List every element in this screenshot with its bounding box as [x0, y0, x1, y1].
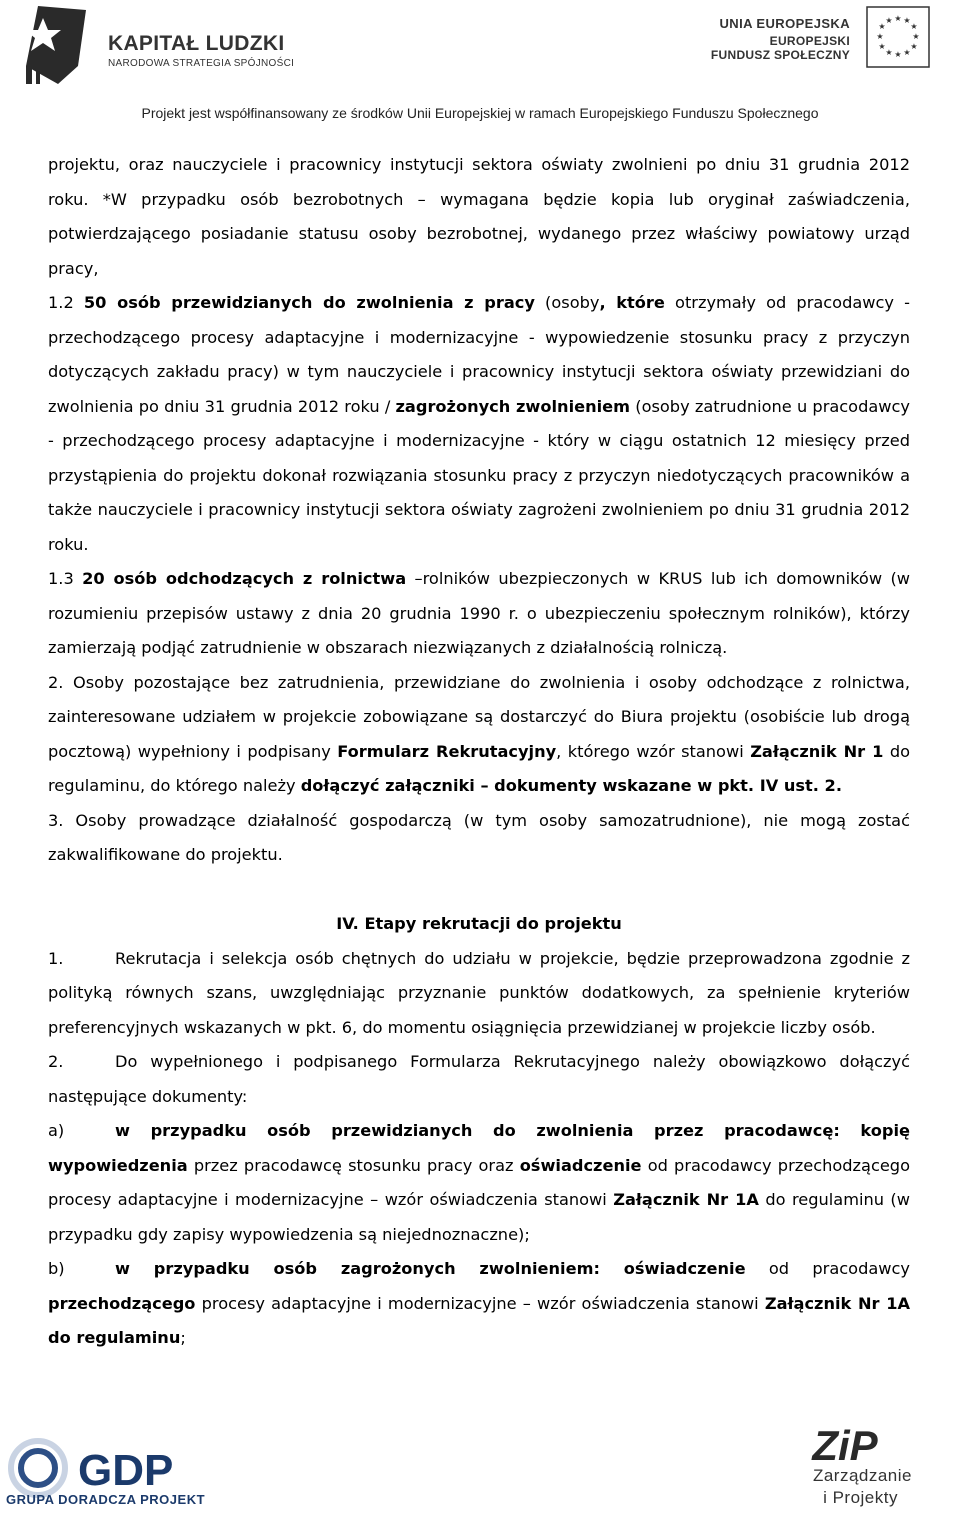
s12-bold-2: , które — [599, 293, 665, 312]
svg-text:★: ★ — [894, 14, 902, 23]
ia-bold-1: w przypadku osób przewidzianych do zwolnienia przez pracodawcę: kopię wypowiedzenia — [48, 1121, 910, 1175]
section-3: 3. Osoby prowadzące działalność gospodarczą (w tym osoby samozatrudnione), nie mogą zostać zakwalifikowane do projektu. — [48, 810, 910, 864]
section-2 — [48, 666, 910, 804]
svg-text:★: ★ — [878, 22, 886, 31]
section-iv-1 — [48, 942, 910, 1046]
svg-text:★: ★ — [912, 32, 920, 41]
eu-line1: UNIA EUROPEJSKA — [719, 16, 850, 31]
s2-text-3: do regulaminu, do którego należy — [48, 741, 911, 795]
s12-number: 1.2 — [48, 293, 84, 312]
ib-text-1: od pracodawcy — [745, 1259, 910, 1278]
item-b — [48, 1252, 910, 1356]
s13-text-1: –rolników ubezpieczonych w KRUS lub ich domowników (w rozumieniu przepisów ustawy z dnia 20 grudnia 1990 r. o ubezpieczeniu społecznym rolników), którzy zamierzają podjąć zatrudnienie w obszarach niezwiązanych z działalnością rolniczą. — [48, 569, 911, 657]
ia-bold-3: Załącznik Nr 1A — [613, 1190, 759, 1209]
s12-text-3: (osoby zatrudnione u pracodawcy - przechodzącego procesy adaptacyjne i modernizacyjne - który w ciągu ostatnich 12 miesięcy przed przystąpienia do projektu dokonał rozwiązania stosunku pracy z przyczyn niedotyczących pracowników a także nauczyciele i pracownicy instytucji sektora oświaty zagrożeni zwolnieniem po dniu 31 grudnia 2012 roku. — [48, 396, 910, 554]
kapital-ludzki-subtitle: NARODOWA STRATEGIA SPÓJNOŚCI — [108, 58, 295, 69]
section-1-3 — [48, 562, 910, 666]
ib-text-2: procesy adaptacyjne i modernizacyjne – wzór oświadczenia stanowi — [195, 1293, 765, 1313]
s2-bold-2: Załącznik Nr 1 — [750, 741, 884, 761]
cofinancing-note: Projekt jest współfinansowany ze środków Unii Europejskiej w ramach Europejskiego Funduszu Społecznego — [141, 105, 819, 121]
section-heading: IV. Etapy rekrutacji do projektu — [336, 914, 622, 933]
svg-text:★: ★ — [878, 42, 886, 51]
ia-bold-2: oświadczenie — [519, 1155, 642, 1175]
document-body — [48, 148, 910, 1356]
iv2-label: 2. — [48, 1052, 64, 1071]
ib-bold-2: przechodzącego — [48, 1293, 196, 1313]
s2-bold-3: dołączyć załączniki – dokumenty wskazane w pkt. IV ust. 2. — [300, 776, 842, 795]
gdp-caption: GRUPA DORADCZA PROJEKT — [6, 1492, 206, 1507]
eu-line3: FUNDUSZ SPOŁECZNY — [710, 48, 850, 62]
kapital-ludzki-emblem-icon — [18, 6, 88, 86]
s12-text-1: (osoby — [534, 293, 600, 312]
iv1-label: 1. — [48, 948, 64, 968]
s12-bold-3: zagrożonych zwolnieniem — [395, 396, 631, 416]
item-a — [48, 1114, 910, 1252]
paragraph-intro: projektu, oraz nauczyciele i pracownicy instytucji sektora oświaty zwolnieni po dniu 31 grudnia 2012 roku. *W przypadku osób bezrobotnych – wymagana będzie kopia lub oryginał zaświadczenia, potwierdzającego posiadanie statusu osoby bezrobotnej, wydanego przez właściwy powiatowy urząd pracy, — [48, 155, 910, 278]
s12-text-2: otrzymały od pracodawcy - przechodzącego procesy adaptacyjne i modernizacyjne - wypowiedzenie stosunku pracy z przyczyn dotyczących zakładu pracy) w tym nauczyciele i pracownicy instytucji sektora oświaty przewidziani do zwolnienia po dniu 31 grudnia 2012 roku / — [48, 293, 911, 416]
zip-logo-name: ZiP — [812, 1422, 878, 1469]
section-iv-2 — [48, 1045, 910, 1114]
svg-text:★: ★ — [885, 16, 893, 25]
ia-text-2: od pracodawcy przechodzącego procesy adaptacyjne i modernizacyjne – wzór oświadczenia stanowi — [48, 1155, 910, 1209]
s2-text-1: 2. Osoby pozostające bez zatrudnienia, przewidziane do zwolnienia i osoby odchodzące z rolnictwa, zainteresowane udziałem w projekcie zobowiązane są dostarczyć do Biura projektu (osobiście lub drogą pocztową) wypełniony i podpisany — [48, 672, 910, 761]
svg-text:★: ★ — [903, 16, 911, 25]
zip-caption-2: i Projekty — [823, 1488, 898, 1507]
s13-number: 1.3 — [48, 569, 83, 588]
s13-bold-1: 20 osób odchodzących z rolnictwa — [82, 569, 407, 588]
ib-label: b) — [48, 1259, 65, 1278]
gdp-logo-name: GDP — [78, 1446, 174, 1495]
ib-text-3: ; — [180, 1328, 186, 1347]
svg-text:★: ★ — [876, 32, 884, 41]
zip-caption-1: Zarządzanie — [812, 1466, 912, 1485]
svg-text:★: ★ — [885, 48, 893, 57]
ia-text-1: przez pracodawcę stosunku pracy oraz — [187, 1155, 520, 1175]
ia-text-3: do regulaminu (w przypadku gdy zapisy wypowiedzenia są niejednoznaczne); — [48, 1190, 910, 1244]
svg-text:★: ★ — [903, 48, 911, 57]
eu-flag-icon — [866, 6, 930, 68]
svg-text:★: ★ — [910, 42, 918, 51]
iv1-text: Rekrutacja i selekcja osób chętnych do udziału w projekcie, będzie przeprowadzona zgodnie z polityką równych szans, uwzględniając przyznanie punktów dodatkowych, za spełnienie kryteriów preferencyjnych wskazanych w pkt. 6, do momentu osiągnięcia przewidzianej w projekcie liczby osób. — [48, 948, 910, 1037]
svg-text:★: ★ — [910, 22, 918, 31]
ia-label: a) — [48, 1121, 65, 1140]
svg-text:★: ★ — [894, 50, 902, 59]
ib-bold-3: Załącznik Nr 1A do regulaminu — [48, 1293, 911, 1347]
iv2-text: Do wypełnionego i podpisanego Formularza Rekrutacyjnego należy obowiązkowo dołączyć następujące dokumenty: — [48, 1052, 910, 1106]
kapital-ludzki-logo — [18, 6, 295, 86]
eu-fund-text — [711, 16, 850, 62]
eu-line2: EUROPEJSKI — [769, 34, 850, 48]
s2-bold-1: Formularz Rekrutacyjny — [337, 741, 557, 761]
section-1-2 — [48, 286, 910, 562]
s12-bold-1: 50 osób przewidzianych do zwolnienia z pracy — [83, 293, 535, 312]
kapital-ludzki-name: KAPITAŁ LUDZKI — [108, 32, 285, 55]
spacer — [48, 873, 910, 908]
ib-bold-1: w przypadku osób zagrożonych zwolnieniem: oświadczenie — [115, 1259, 746, 1278]
s2-text-2: , którego wzór stanowi — [556, 741, 751, 761]
